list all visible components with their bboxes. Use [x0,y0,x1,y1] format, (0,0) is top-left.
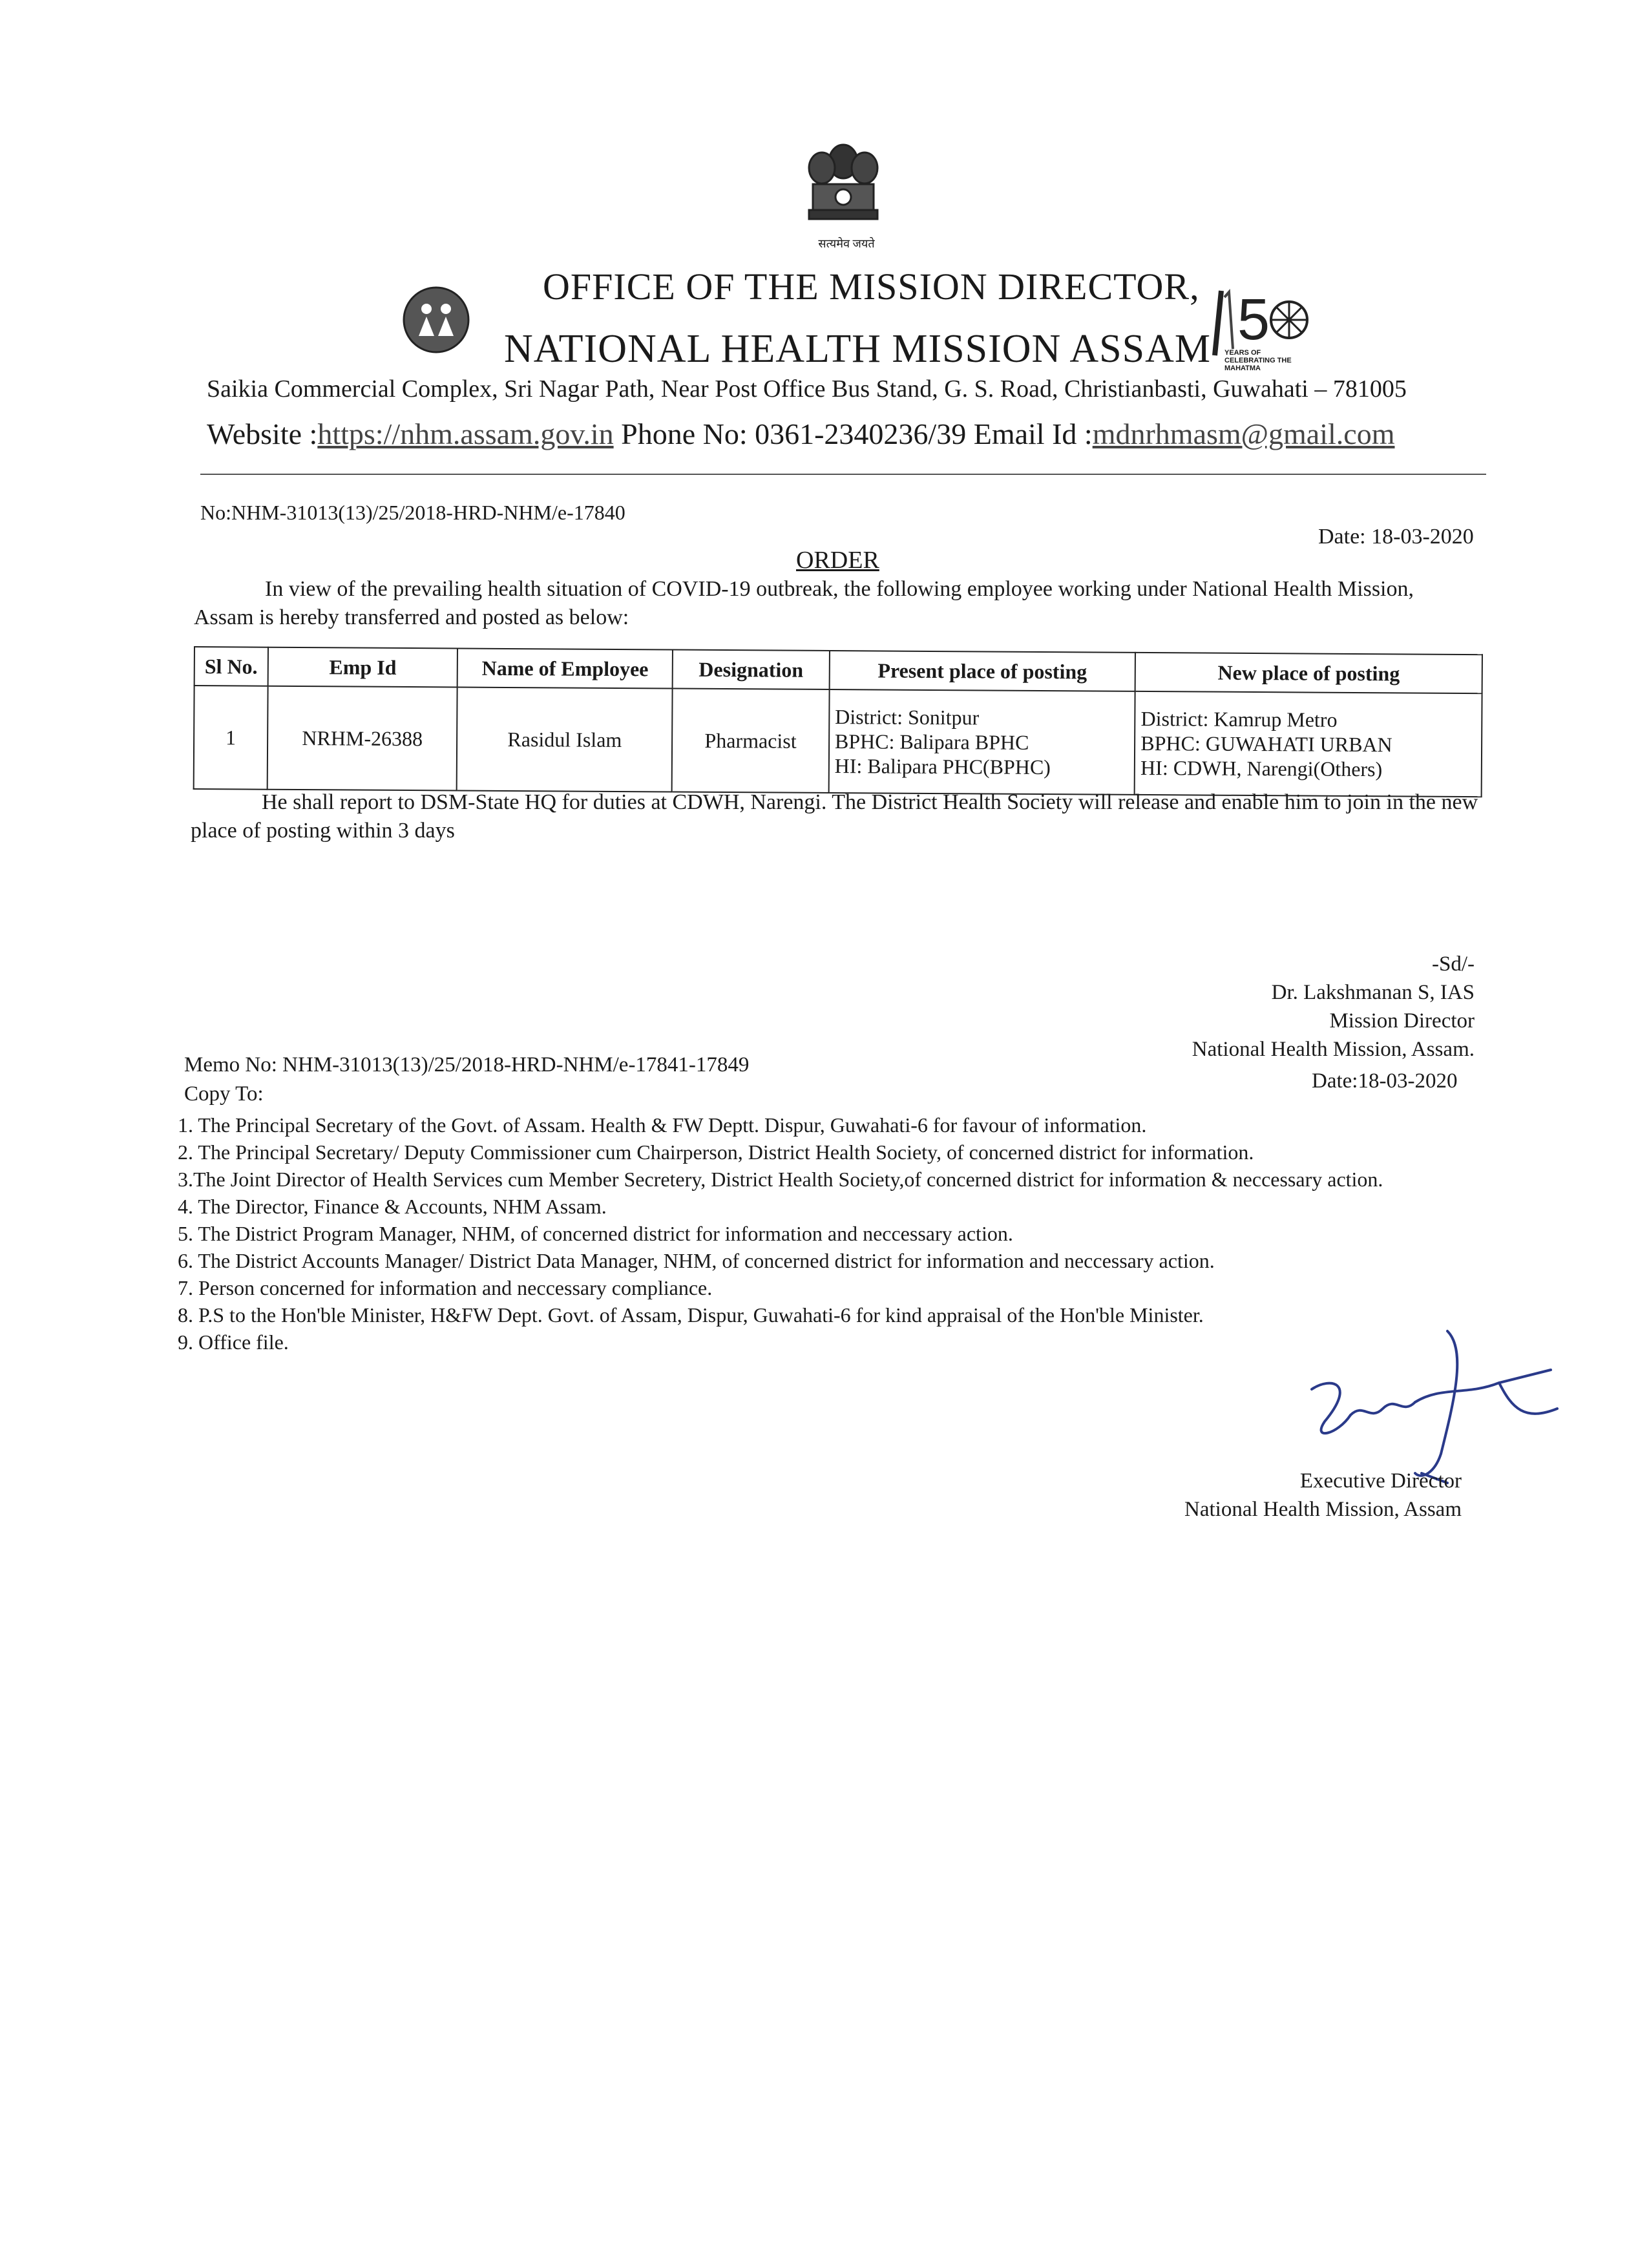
new-bphc: BPHC: GUWAHATI URBAN [1140,731,1392,757]
office-title-line2: NATIONAL HEALTH MISSION ASSAM [504,327,1211,371]
list-item: 8. P.S to the Hon'ble Minister, H&FW Dept. Govt. of Assam, Dispur, Guwahati-6 for kind appraisal of the Hon'ble Minister. [178,1303,1204,1327]
present-hi: HI: Balipara PHC(BPHC) [834,754,1051,779]
table-header-cell: Name of Employee [457,648,673,688]
list-item: 9. Office file. [178,1330,289,1354]
list-item: 3.The Joint Director of Health Services cum Member Secretery, District Health Society,of concerned district for information & neccessary action. [178,1168,1383,1191]
email-link[interactable]: mdnrhmasm@gmail.com [1092,417,1395,450]
cell-new-posting [1135,691,1482,797]
contact-line [207,417,1394,451]
table-header-cell: Sl No. [194,647,268,686]
cell-present-posting [828,689,1135,795]
sd-mark: -Sd/- [1432,952,1475,976]
website-label: Website : [207,417,318,450]
signatory-name: Dr. Lakshmanan S, IAS [1271,981,1475,1004]
table-header-cell: Present place of posting [829,651,1135,691]
order-date: Date: 18-03-2020 [1318,525,1474,549]
office-address: Saikia Commercial Complex, Sri Nagar Path, Near Post Office Bus Stand, G. S. Road, Christianbasti, Guwahati – 781005 [207,375,1407,403]
copy-to-label: Copy To: [184,1082,264,1106]
svg-text:5: 5 [1237,288,1270,352]
cell-designation: Pharmacist [672,689,830,793]
nhm-logo-icon [388,271,485,368]
signatory-title: Mission Director [1329,1009,1475,1033]
emblem-motto: सत्यमेव जयते [818,237,875,250]
memo-date: Date:18-03-2020 [1312,1069,1458,1093]
phone-label: Phone No: 0361-2340236/39 [621,417,967,450]
copy-to-list [178,1111,1470,1356]
office-title-line1: OFFICE OF THE MISSION DIRECTOR, [543,266,1200,308]
header-divider [200,474,1486,475]
email-label: Email Id : [973,417,1093,450]
order-title: ORDER [796,547,879,574]
order-paragraph-intro: In view of the prevailing health situation of COVID-19 outbreak, the following employee working under National Health Mission, Assam is hereby transferred and posted as below: [194,577,1414,629]
website-link[interactable]: https://nhm.assam.gov.in [317,417,614,450]
gandhi-logo-caption: YEARS OF CELEBRATING THE MAHATMA [1224,349,1292,372]
table-header-cell: Emp Id [268,647,457,688]
present-bphc: BPHC: Balipara BPHC [834,730,1029,754]
list-item: 2. The Principal Secretary/ Deputy Commissioner cum Chairperson, District Health Society, of concerned district for information. [178,1140,1254,1164]
signatory-org: National Health Mission, Assam. [1192,1038,1475,1061]
new-hi: HI: CDWH, Narengi(Others) [1140,755,1383,781]
list-item: 4. The Director, Finance & Accounts, NHM Assam. [178,1195,607,1218]
order-reference-number: No:NHM-31013(13)/25/2018-HRD-NHM/e-17840 [200,501,625,524]
list-item: 1. The Principal Secretary of the Govt. of Assam. Health & FW Deptt. Dispur, Guwahati-6 for favour of information. [178,1113,1147,1137]
list-item: 6. The District Accounts Manager/ District Data Manager, NHM, of concerned district for information and neccessary action. [178,1249,1215,1272]
table-header-cell: New place of posting [1135,653,1482,693]
new-district: District: Kamrup Metro [1140,706,1338,731]
cell-employee-name: Rasidul Islam [457,687,673,792]
table-header-cell: Designation [673,650,830,689]
signatory-title: Executive Director [1299,1469,1462,1493]
list-item: 5. The District Program Manager, NHM, of concerned district for information and neccessary action. [178,1222,1013,1245]
memo-number: Memo No: NHM-31013(13)/25/2018-HRD-NHM/e-17841-17849 [184,1053,750,1076]
order-paragraph-reporting: He shall report to DSM-State HQ for duties at CDWH, Narengi. The District Health Society will release and enable him to join in the new place of posting within 3 days [191,790,1478,843]
present-district: District: Sonitpur [835,705,980,730]
cell-sl-no: 1 [194,686,268,790]
transfer-table [193,646,1483,797]
table-row [194,686,1482,797]
signature-block-executive-director [1184,1467,1462,1524]
signature-block-mission-director [1192,950,1475,1064]
signatory-org: National Health Mission, Assam [1184,1498,1462,1521]
list-item: 7. Person concerned for information and neccessary compliance. [178,1276,713,1299]
cell-emp-id: NRHM-26388 [267,686,457,791]
